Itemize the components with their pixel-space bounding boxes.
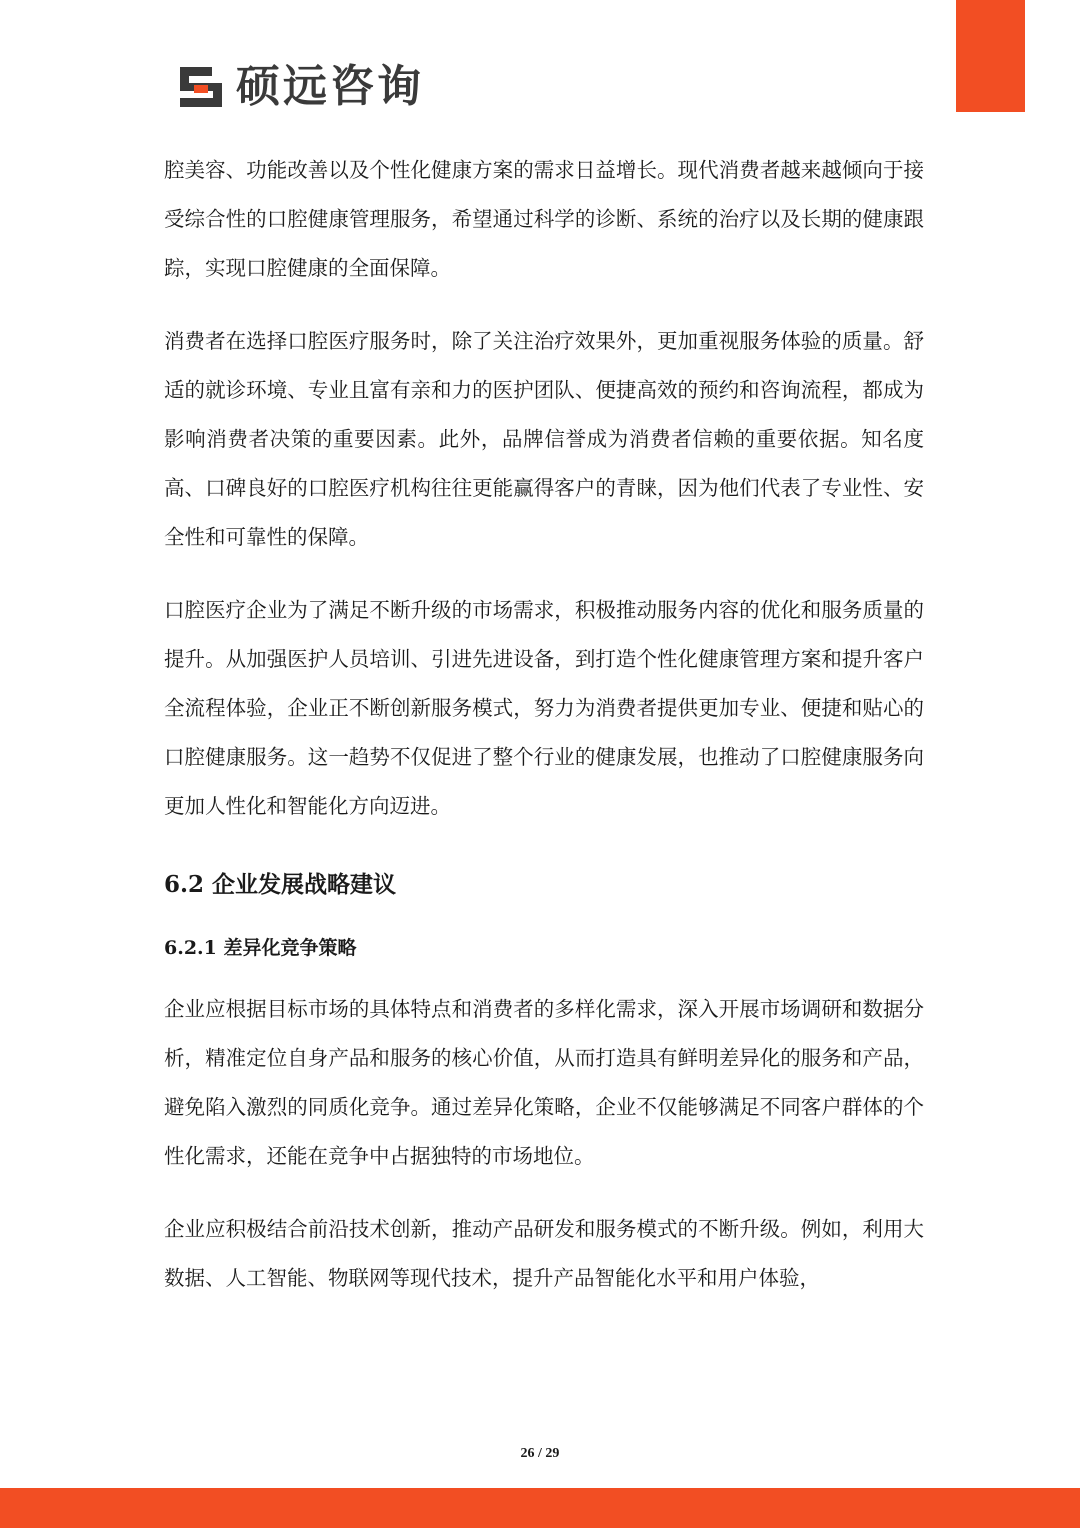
subsection-heading: 6.2.1 差异化竞争策略 [164, 937, 357, 959]
body-paragraph: 企业应积极结合前沿技术创新，推动产品研发和服务模式的不断升级。例如，利用大数据、人工智能、物联网等现代技术，提升产品智能化水平和用户体验， [164, 1217, 924, 1290]
body-paragraph: 企业应根据目标市场的具体特点和消费者的多样化需求，深入开展市场调研和数据分析，精准定位自身产品和服务的核心价值，从而打造具有鲜明差异化的服务和产品，避免陷入激烈的同质化竞争。通过差异化策略，企业不仅能够满足不同客户群体的个性化需求，还能在竞争中占据独特的市场地位。 [164, 997, 924, 1168]
logo [176, 60, 424, 114]
section-heading: 6.2 企业发展战略建议 [164, 871, 397, 898]
header-accent-block [956, 0, 1025, 112]
s-bracket-logo-icon [176, 63, 226, 111]
page-number: 26 / 29 [520, 1446, 560, 1461]
document-body [164, 146, 924, 1327]
footer-accent-bar [0, 1488, 1080, 1528]
body-paragraph: 腔美容、功能改善以及个性化健康方案的需求日益增长。现代消费者越来越倾向于接受综合性的口腔健康管理服务，希望通过科学的诊断、系统的治疗以及长期的健康跟踪，实现口腔健康的全面保障。 [164, 158, 924, 280]
logo-text: 硕远咨询 [236, 61, 424, 112]
body-paragraph: 口腔医疗企业为了满足不断升级的市场需求，积极推动服务内容的优化和服务质量的提升。从加强医护人员培训、引进先进设备，到打造个性化健康管理方案和提升客户全流程体验，企业正不断创新服务模式，努力为消费者提供更加专业、便捷和贴心的口腔健康服务。这一趋势不仅促进了整个行业的健康发展，也推动了口腔健康服务向更加人性化和智能化方向迈进。 [164, 598, 924, 818]
body-paragraph: 消费者在选择口腔医疗服务时，除了关注治疗效果外，更加重视服务体验的质量。舒适的就诊环境、专业且富有亲和力的医护团队、便捷高效的预约和咨询流程，都成为影响消费者决策的重要因素。此外，品牌信誉成为消费者信赖的重要依据。知名度高、口碑良好的口腔医疗机构往往更能赢得客户的青睐，因为他们代表了专业性、安全性和可靠性的保障。 [164, 329, 924, 549]
